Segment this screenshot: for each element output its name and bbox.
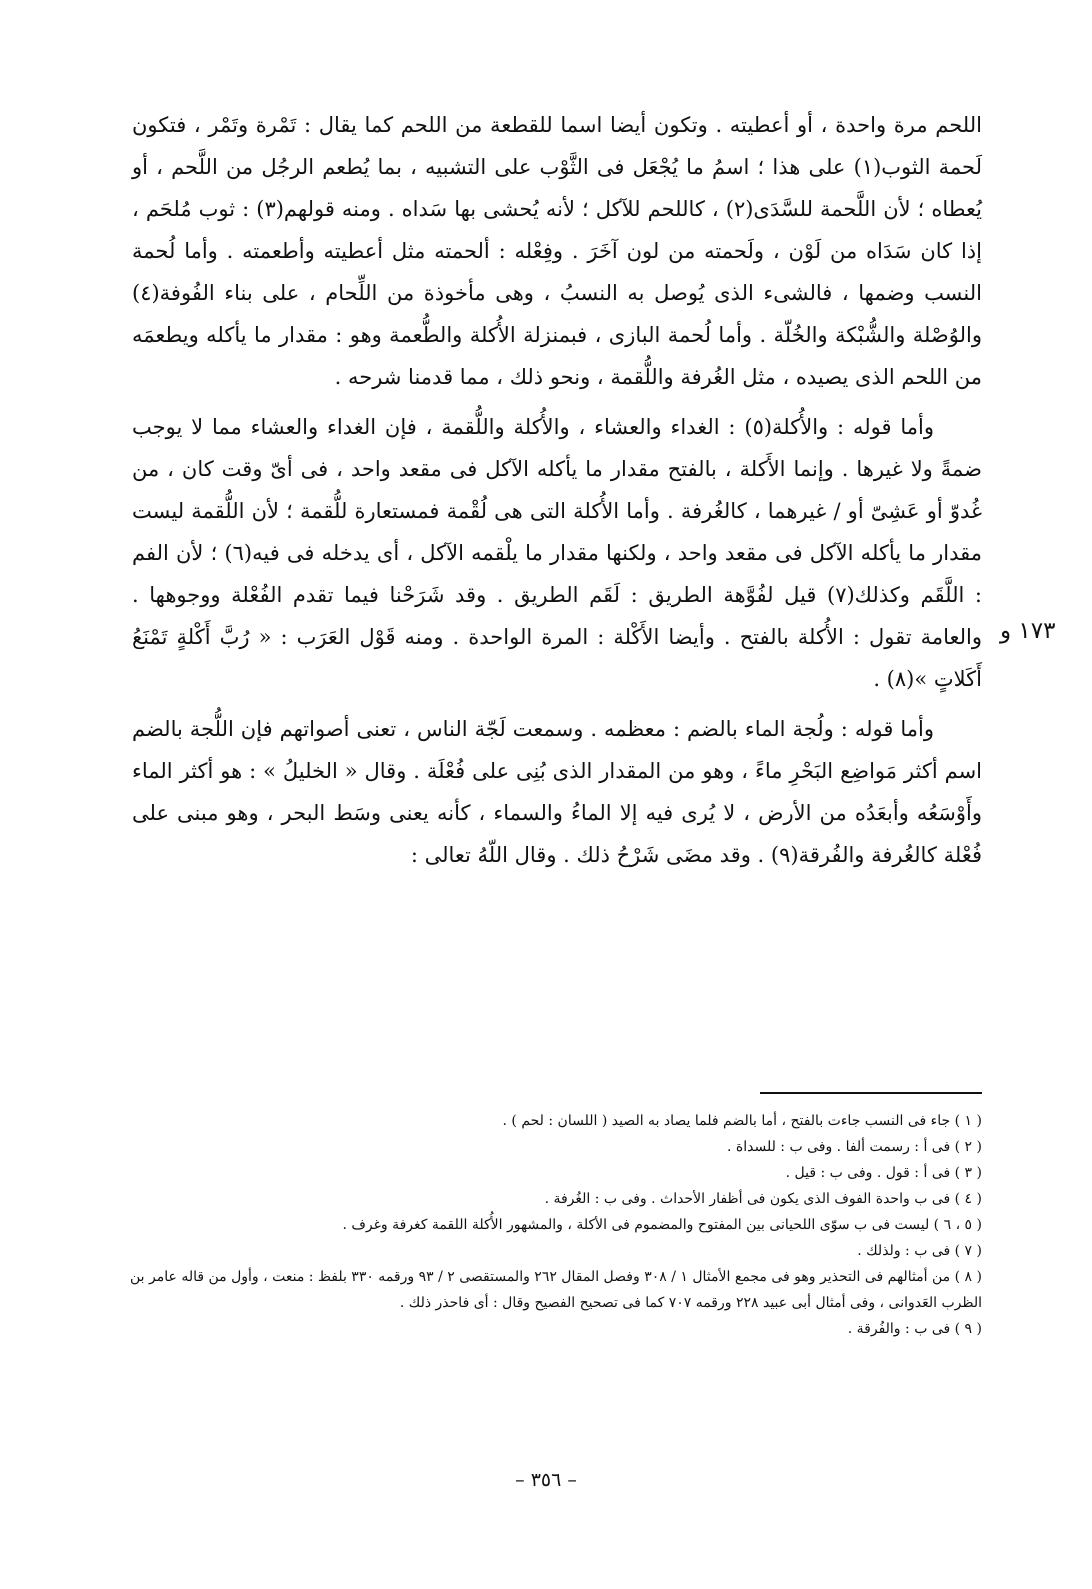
paragraph-2: وأما قوله : والأُكلة(٥) : الغداء والعشاء ، والأُكلة واللُّقمة ، فإن الغداء والعشاء مما لا يوجب ضمةً ولا غيرها . وإنما الأَكلة ، بالفتح مقدار ما يأكله الآكل فى مقعد واحد ، فى أىّ وقت كان ، من غُدوّ أو عَشِىّ أو / غيرهما ، كالغُرفة . وأما الأُكلة التى هى لُقْمة فمستعارة للُّقمة ؛ لأن اللُّقمة ليست مقدار ما يأكله الآكل فى مقعد واحد ، ولكنها مقدار ما يلْقمه الآكل ، أى يدخله فى فيه(٦) ؛ لأن الفم : اللَّقَم وكذلك(٧) قيل لفُوَّهة الطريق : لَقَم الطريق . وقد شَرَحْنا فيما تقدم الفُعْلة ووجوهها . والعامة تقول : الأُكلة بالفتح . وأيضا الأَكْلة : المرة الواحدة . ومنه قَوْل العَرَب : « رُبَّ أَكْلةٍ تَمْنَعُ أَكَلاتٍ »(٨) . (132, 415, 983, 691)
footnote-3: ( ٣ ) فى أ : قول . وفى ب : قيل . (785, 1165, 982, 1181)
footnote-4: ( ٤ ) فى ب واحدة الفوف الذى يكون فى أظفار الأحداث . وفى ب : الغُرفة . (544, 1191, 982, 1207)
footnote-5-6: ( ٥ ، ٦ ) ليست فى ب سوّى اللحيانى بين المفتوح والمضموم فى الأكلة ، والمشهور الأُكلة اللقمة كغرفة وغرف . (342, 1217, 982, 1233)
footnote-7: ( ٧ ) فى ب : ولذلك . (857, 1243, 982, 1259)
manuscript-folio-marker: ١٧٣ و (1000, 618, 1056, 644)
page-number: – ٣٥٦ – (515, 1469, 577, 1491)
footnote-8: ( ٨ ) من أمثالهم فى التحذير وهو فى مجمع الأمثال ١ / ٣٠٨ وفصل المقال ٢٦٢ والمستقصى ٢ / ٩٣ ورقمه ٣٣٠ بلفظ : منعت ، وأول من قاله عامر بن الظرب العَدوانى ، وفى أمثال أبى عبيد ٢٢٨ ورقمه ٧٠٧ كما فى تصحيح الفصيح وقال : أى فاحذر ذلك . (130, 1269, 982, 1311)
paragraph-3: وأما قوله : ولُجة الماء بالضم : معظمه . وسمعت لَجّة الناس ، تعنى أصواتهم فإن اللُّجة بالضم اسم أكثر مَواضِع البَحْرِ ماءً ، وهو من المقدار الذى بُنِى على فُعْلَة . وقال « الخليلُ » : هو أكثر الماء وأَوْسَعُه وأبعَدُه من الأرض ، لا يُرى فيه إلا الماءُ والسماء ، كأنه يعنى وسَط البحر ، وهو مبنى على فُعْلة كالغُرفة والفُرقة(٩) . وقد مضَى شَرْحُ ذلك . وقال اللّهُ تعالى : (132, 717, 983, 867)
footnotes (126, 1108, 982, 1342)
main-text (132, 104, 982, 884)
footnote-1: ( ١ ) جاء فى النسب جاءت بالفتح ، أما بالضم فلما يصاد به الصيد ( اللسان : لحم ) . (502, 1113, 982, 1129)
paragraph-1: اللحم مرة واحدة ، أو أعطيته . وتكون أيضا اسما للقطعة من اللحم كما يقال : تَمْرة وتَمْر ، فتكون لَحمة الثوب(١) على هذا ؛ اسمُ ما يُجْعَل فى الثَّوْب على التشبيه ، بما يُطعم الرجُل من اللَّحم ، أو يُعطاه ؛ لأن اللَّحمة للسَّدَى(٢) ، كاللحم للآكل ؛ لأنه يُحشى بها سَداه . ومنه قولهم(٣) : ثوب مُلحَم ، إذا كان سَدَاه من لَوْن ، ولَحمته من لون آخَرَ . وفِعْله : ألحمته مثل أعطيته وأطعمته . وأما لُحمة النسب وضمها ، فالشىء الذى يُوصل به النسبُ ، وهى مأخوذة من اللِّحام ، على بناء الفُوفة(٤) والوُصْلة والشُّبْكة والخُلّة . وأما لُحمة البازى ، فبمنزلة الأُكلة والطُّعمة وهو : مقدار ما يأكله ويطعمَه من اللحم الذى يصيده ، مثل الغُرفة واللُّقمة ، ونحو ذلك ، مما قدمنا شرحه . (132, 113, 982, 389)
footnote-separator (760, 1092, 982, 1094)
footnote-9: ( ٩ ) فى ب : والفُرقة . (847, 1321, 982, 1337)
footnote-2: ( ٢ ) فى أ : رسمت ألفا . وفى ب : للسداة . (726, 1139, 982, 1155)
